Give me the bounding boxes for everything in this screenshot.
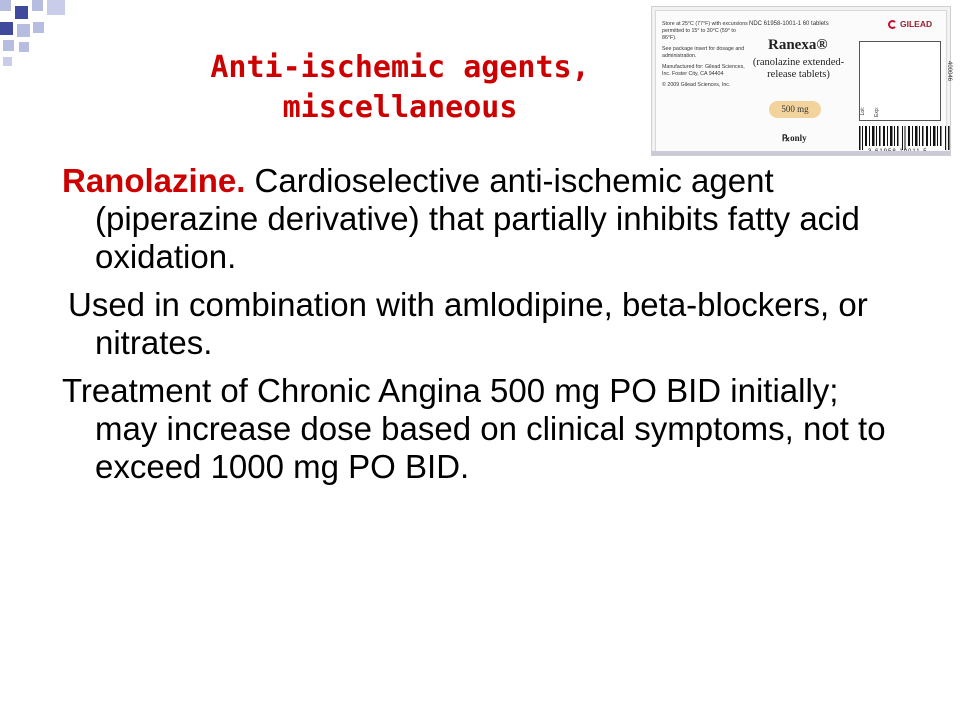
corner-square bbox=[47, 0, 65, 15]
title-line-2: miscellaneous bbox=[282, 90, 518, 125]
lot-text: Lot: bbox=[860, 107, 866, 116]
title-line-1: Anti-ischemic agents, bbox=[210, 50, 590, 85]
corner-square bbox=[3, 57, 12, 66]
gilead-logo bbox=[888, 19, 932, 29]
corner-square bbox=[32, 0, 43, 11]
exp-text: Exp: bbox=[874, 107, 880, 118]
paragraph-treatment: Treatment of Chronic Angina 500 mg PO BID initially; may increase dose based on clinical symptoms, not to exceed 1000 mg PO BID. bbox=[62, 372, 886, 485]
corner-square bbox=[3, 40, 14, 51]
ranexa-label-image bbox=[651, 6, 951, 156]
label-left-text bbox=[662, 21, 748, 93]
rx-only: ℞only bbox=[782, 133, 807, 143]
barcode-icon bbox=[859, 126, 951, 150]
dose-badge: 500 mg bbox=[769, 101, 821, 118]
corner-square bbox=[19, 42, 29, 52]
ndc-text: NDC 61958-1001-1 60 tablets bbox=[749, 21, 829, 27]
generic-name: (ranolazine extended-release tablets) bbox=[752, 57, 845, 80]
paragraph-ranolazine bbox=[62, 162, 902, 276]
storage-text: Store at 25°C (77°F) with excursions permitted to 15° to 30°C (59° to 86°F). bbox=[662, 21, 748, 41]
slide-body bbox=[62, 162, 902, 486]
gilead-logo-icon bbox=[888, 20, 897, 29]
side-code: 400046 bbox=[946, 61, 952, 82]
paragraph-combination: Used in combination with amlodipine, beta-blockers, or nitrates. bbox=[68, 286, 868, 361]
corner-square bbox=[0, 22, 13, 35]
label-blank-box bbox=[859, 41, 941, 121]
corner-square bbox=[0, 0, 11, 11]
insert-text: See package insert for dosage and administration. bbox=[662, 46, 745, 59]
corner-square bbox=[17, 24, 30, 37]
corner-square bbox=[33, 22, 44, 33]
paragraph-ranolazine-text: Cardioselective anti-ischemic agent (piperazine derivative) that partially inhibits fatty acid oxidation. bbox=[95, 162, 860, 275]
drug-name-highlight: Ranolazine. bbox=[62, 162, 246, 199]
label-bottom-strip bbox=[652, 151, 950, 155]
manufacturer-text: Manufactured for: Gilead Sciences, Inc. Foster City, CA 94404 bbox=[662, 64, 745, 77]
company-name: GILEAD bbox=[900, 19, 933, 29]
copyright-text: © 2009 Gilead Sciences, Inc. bbox=[662, 82, 731, 88]
brand-name: Ranexa® bbox=[768, 37, 828, 53]
label-card bbox=[655, 10, 952, 152]
corner-square bbox=[15, 6, 28, 19]
